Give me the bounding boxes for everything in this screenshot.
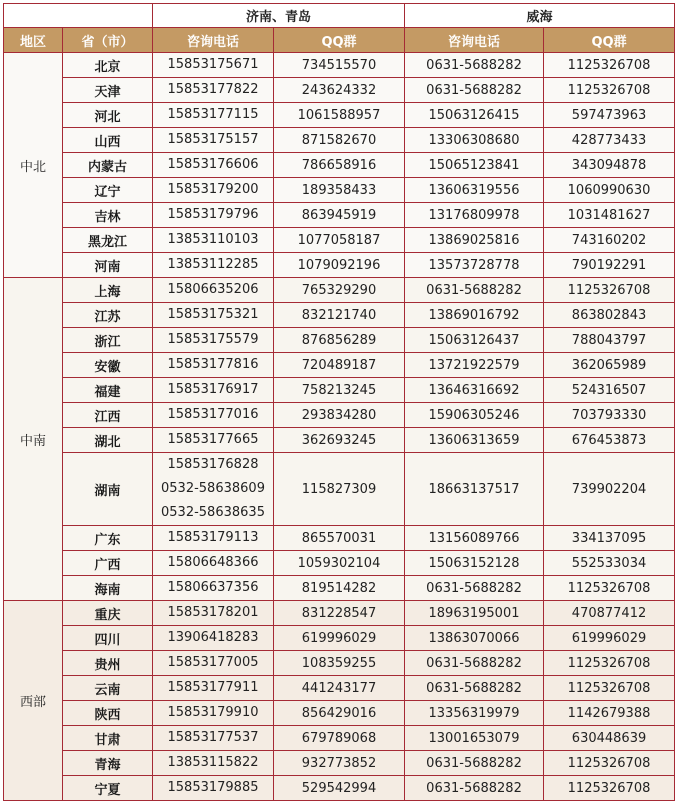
wh-phone-cell: 18963195001 [405,601,544,626]
wh-phone-cell: 13646316692 [405,378,544,403]
column-header-jq-qq: QQ群 [274,28,405,53]
province-cell: 山西 [63,128,153,153]
jq-qq-cell: 865570031 [274,526,405,551]
province-cell: 上海 [63,278,153,303]
wh-phone-cell: 13001653079 [405,726,544,751]
wh-phone-cell: 13356319979 [405,701,544,726]
province-cell: 广东 [63,526,153,551]
wh-qq-cell: 790192291 [544,253,675,278]
phone-number: 15853176828 [167,457,259,472]
wh-qq-cell: 619996029 [544,626,675,651]
phone-number: 15853177537 [167,730,259,745]
table-row [4,576,675,601]
wh-qq-cell: 739902204 [544,453,675,526]
jq-qq-cell: 189358433 [274,178,405,203]
jq-qq-cell: 619996029 [274,626,405,651]
jq-phone-cell [153,228,274,253]
wh-qq-cell: 524316507 [544,378,675,403]
wh-phone-cell: 0631-5688282 [405,751,544,776]
phone-number: 15853177005 [167,655,259,670]
wh-phone-cell: 0631-5688282 [405,651,544,676]
wh-phone-cell: 13606313659 [405,428,544,453]
wh-qq-cell: 630448639 [544,726,675,751]
phone-number: 15853178201 [167,605,259,620]
table-row [4,526,675,551]
jq-qq-cell: 362693245 [274,428,405,453]
wh-qq-cell: 1142679388 [544,701,675,726]
table-row [4,253,675,278]
phone-number: 15853177665 [167,432,259,447]
province-cell: 宁夏 [63,776,153,801]
table-row [4,328,675,353]
wh-phone-cell: 13869025816 [405,228,544,253]
phone-number: 13906418283 [167,630,259,645]
province-cell: 湖北 [63,428,153,453]
wh-qq-cell: 1060990630 [544,178,675,203]
table-row [4,178,675,203]
wh-qq-cell: 1125326708 [544,78,675,103]
phone-number: 15853177816 [167,357,259,372]
jq-qq-cell: 758213245 [274,378,405,403]
jq-phone-cell [153,576,274,601]
wh-phone-cell: 15065123841 [405,153,544,178]
table-row [4,626,675,651]
phone-number: 13853115822 [167,755,259,770]
wh-qq-cell: 1125326708 [544,751,675,776]
wh-phone-cell: 0631-5688282 [405,78,544,103]
jq-phone-cell [153,601,274,626]
province-cell: 辽宁 [63,178,153,203]
phone-number: 15853175671 [167,57,259,72]
province-cell: 陕西 [63,701,153,726]
column-header-row [4,28,675,53]
province-cell: 贵州 [63,651,153,676]
jq-phone-cell [153,178,274,203]
phone-number: 13853112285 [167,257,259,272]
phone-number: 15806635206 [167,282,259,297]
jq-phone-cell [153,378,274,403]
wh-qq-cell: 743160202 [544,228,675,253]
wh-qq-cell: 1125326708 [544,776,675,801]
province-cell: 吉林 [63,203,153,228]
phone-number: 15853179910 [167,705,259,720]
jq-phone-cell [153,428,274,453]
wh-phone-cell: 13869016792 [405,303,544,328]
city-header-jinan-qingdao: 济南、青岛 [153,4,405,28]
wh-qq-cell: 1125326708 [544,278,675,303]
wh-phone-cell: 0631-5688282 [405,53,544,78]
jq-phone-cell [153,303,274,328]
province-cell: 河北 [63,103,153,128]
jq-phone-cell [153,551,274,576]
blank-corner-cell [4,4,153,28]
jq-phone-cell [153,626,274,651]
wh-phone-cell: 13306308680 [405,128,544,153]
wh-phone-cell: 0631-5688282 [405,676,544,701]
province-cell: 浙江 [63,328,153,353]
jq-phone-cell [153,53,274,78]
jq-phone-cell [153,278,274,303]
jq-qq-cell: 863945919 [274,203,405,228]
province-cell: 青海 [63,751,153,776]
wh-phone-cell: 15906305246 [405,403,544,428]
jq-qq-cell: 1077058187 [274,228,405,253]
wh-phone-cell: 15063126415 [405,103,544,128]
jq-qq-cell: 734515570 [274,53,405,78]
jq-phone-cell [153,103,274,128]
wh-phone-cell: 18663137517 [405,453,544,526]
contact-table [3,3,675,801]
wh-qq-cell: 676453873 [544,428,675,453]
jq-qq-cell: 115827309 [274,453,405,526]
phone-number: 15853179200 [167,182,259,197]
province-cell: 云南 [63,676,153,701]
wh-qq-cell: 703793330 [544,403,675,428]
table-row [4,278,675,303]
wh-qq-cell: 428773433 [544,128,675,153]
table-row [4,551,675,576]
region-cell: 中北 [4,53,63,278]
wh-phone-cell: 15063152128 [405,551,544,576]
phone-number: 15853179885 [167,780,259,795]
jq-phone-cell [153,353,274,378]
phone-number: 15806648366 [167,555,259,570]
wh-qq-cell: 788043797 [544,328,675,353]
province-cell: 甘肃 [63,726,153,751]
phone-number: 15853176917 [167,382,259,397]
jq-qq-cell: 108359255 [274,651,405,676]
province-cell: 江苏 [63,303,153,328]
jq-phone-cell [153,253,274,278]
jq-qq-cell: 1059302104 [274,551,405,576]
table-row [4,353,675,378]
jq-qq-cell: 1079092196 [274,253,405,278]
province-cell: 海南 [63,576,153,601]
wh-phone-cell: 13156089766 [405,526,544,551]
region-cell: 西部 [4,601,63,801]
table-row [4,701,675,726]
wh-qq-cell: 343094878 [544,153,675,178]
wh-phone-cell: 15063126437 [405,328,544,353]
wh-qq-cell: 362065989 [544,353,675,378]
phone-number: 15853179113 [167,530,259,545]
province-cell: 内蒙古 [63,153,153,178]
phone-number: 15853175157 [167,132,259,147]
wh-phone-cell: 0631-5688282 [405,278,544,303]
jq-qq-cell: 293834280 [274,403,405,428]
wh-qq-cell: 470877412 [544,601,675,626]
province-cell: 安徽 [63,353,153,378]
jq-qq-cell: 856429016 [274,701,405,726]
table-row [4,676,675,701]
jq-phone-cell [153,751,274,776]
jq-phone-cell [153,403,274,428]
jq-qq-cell: 819514282 [274,576,405,601]
province-cell: 北京 [63,53,153,78]
jq-phone-cell [153,203,274,228]
jq-qq-cell: 932773852 [274,751,405,776]
wh-qq-cell: 1125326708 [544,576,675,601]
jq-phone-cell [153,651,274,676]
region-cell: 中南 [4,278,63,601]
jq-qq-cell: 871582670 [274,128,405,153]
province-cell: 湖南 [63,453,153,526]
phone-number: 15853179796 [167,207,259,222]
phone-number: 15853177016 [167,407,259,422]
wh-phone-cell: 0631-5688282 [405,776,544,801]
table-row [4,128,675,153]
table-row [4,78,675,103]
province-cell: 广西 [63,551,153,576]
city-header-row [4,4,675,28]
wh-phone-cell: 13176809978 [405,203,544,228]
wh-qq-cell: 863802843 [544,303,675,328]
phone-number: 15806637356 [167,580,259,595]
jq-qq-cell: 243624332 [274,78,405,103]
jq-phone-cell [153,776,274,801]
table-row [4,203,675,228]
table-row [4,751,675,776]
column-header-province: 省（市） [63,28,153,53]
phone-number: 15853177115 [167,107,259,122]
province-cell: 重庆 [63,601,153,626]
table-row [4,228,675,253]
table-row [4,153,675,178]
table-row [4,453,675,526]
phone-number: 15853175321 [167,307,259,322]
phone-number: 0532-58638609 [161,481,265,496]
jq-phone-cell [153,526,274,551]
province-cell: 四川 [63,626,153,651]
wh-qq-cell: 1125326708 [544,53,675,78]
wh-phone-cell: 13863070066 [405,626,544,651]
jq-phone-cell [153,453,274,526]
table-body [4,53,675,801]
wh-qq-cell: 1031481627 [544,203,675,228]
jq-qq-cell: 876856289 [274,328,405,353]
province-cell: 河南 [63,253,153,278]
wh-phone-cell: 13573728778 [405,253,544,278]
phone-number: 15853175579 [167,332,259,347]
table-row [4,428,675,453]
jq-phone-cell [153,676,274,701]
phone-number: 15853177822 [167,82,259,97]
wh-phone-cell: 13721922579 [405,353,544,378]
jq-phone-cell [153,726,274,751]
wh-qq-cell: 334137095 [544,526,675,551]
wh-qq-cell: 1125326708 [544,651,675,676]
wh-qq-cell: 552533034 [544,551,675,576]
jq-phone-cell [153,153,274,178]
table-row [4,103,675,128]
jq-qq-cell: 720489187 [274,353,405,378]
province-cell: 福建 [63,378,153,403]
province-cell: 黑龙江 [63,228,153,253]
jq-qq-cell: 831228547 [274,601,405,626]
jq-phone-cell [153,128,274,153]
wh-qq-cell: 597473963 [544,103,675,128]
table-row [4,776,675,801]
jq-phone-cell [153,78,274,103]
table-row [4,53,675,78]
jq-qq-cell: 679789068 [274,726,405,751]
phone-number: 0532-58638635 [161,505,265,520]
jq-qq-cell: 765329290 [274,278,405,303]
jq-qq-cell: 441243177 [274,676,405,701]
city-header-weihai: 威海 [405,4,675,28]
wh-phone-cell: 13606319556 [405,178,544,203]
province-cell: 江西 [63,403,153,428]
column-header-region: 地区 [4,28,63,53]
table-row [4,726,675,751]
column-header-jq-phone: 咨询电话 [153,28,274,53]
jq-qq-cell: 1061588957 [274,103,405,128]
table-row [4,403,675,428]
column-header-wh-phone: 咨询电话 [405,28,544,53]
phone-number: 15853177911 [167,680,259,695]
jq-phone-cell [153,328,274,353]
table-row [4,651,675,676]
phone-number: 13853110103 [167,232,259,247]
table-row [4,303,675,328]
wh-phone-cell: 0631-5688282 [405,576,544,601]
table-row [4,601,675,626]
jq-phone-cell [153,701,274,726]
jq-qq-cell: 832121740 [274,303,405,328]
phone-number: 15853176606 [167,157,259,172]
column-header-wh-qq: QQ群 [544,28,675,53]
table-row [4,378,675,403]
jq-qq-cell: 529542994 [274,776,405,801]
wh-qq-cell: 1125326708 [544,676,675,701]
jq-qq-cell: 786658916 [274,153,405,178]
province-cell: 天津 [63,78,153,103]
